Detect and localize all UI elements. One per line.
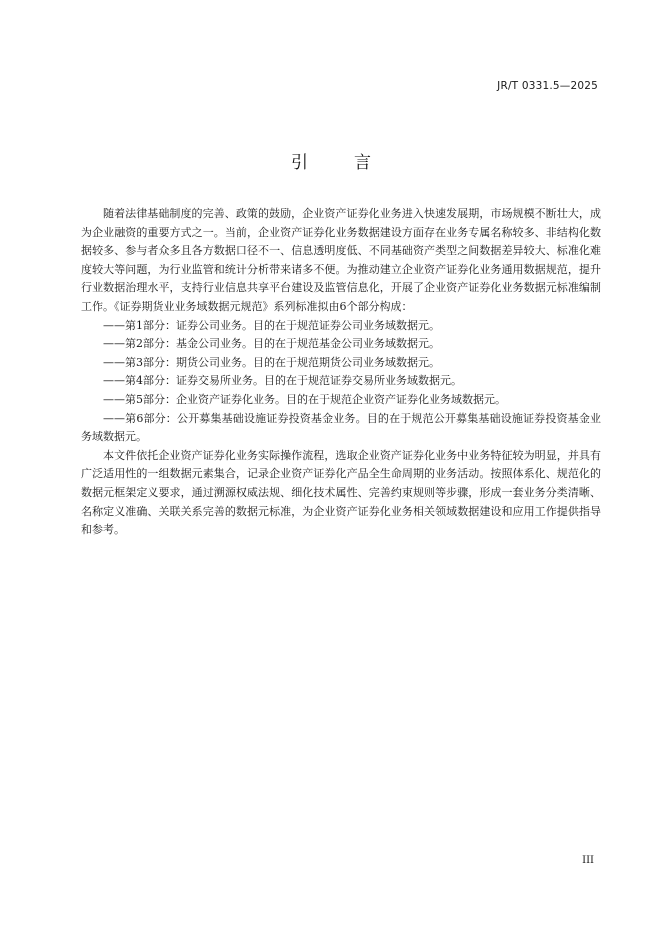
part-item-2: ——第2部分：基金公司业务。目的在于规范基金公司业务域数据元。 (103, 337, 440, 351)
page-number: III (582, 855, 594, 866)
standard-code: JR/T 0331.5—2025 (497, 80, 598, 92)
intro-paragraph: 随着法律基础制度的完善、政策的鼓励，企业资产证券化业务进入快速发展期，市场规模不断壮大，成为企业融资的重要方式之一。当前，企业资产证券化业务数据建设方面存在业务专属名称较多、非结构化数据较多、参与者众多且各方数据口径不一、信息透明度低、不同基础资产类型之间数据差异较大、标准化难度较大等问题，为行业监管和统计分析带来诸多不便。为推动建立企业资产证券化业务通用数据规范，提升行业数据治理水平，支持行业信息共享平台建设及监管信息化，开展了企业资产证券化业务数据元标准编制工作。《证券期货业业务域数据元规范》系列标准拟由6个部分构成： (81, 207, 601, 313)
part-item-5: ——第5部分：企业资产证券化业务。目的在于规范企业资产证券化业务域数据元。 (103, 392, 506, 406)
section-title: 引言 (291, 153, 417, 173)
introduction-body (81, 205, 601, 540)
part-item-1: ——第1部分：证券公司业务。目的在于规范证券公司业务域数据元。 (103, 318, 440, 332)
part-item-3: ——第3部分：期货公司业务。目的在于规范期货公司业务域数据元。 (103, 355, 440, 369)
part-item-4: ——第4部分：证券交易所业务。目的在于规范证券交易所业务域数据元。 (103, 374, 462, 388)
part-item-6: ——第6部分：公开募集基础设施证券投资基金业务。目的在于规范公开募集基础设施证券投资基金业务域数据元。 (81, 411, 601, 444)
closing-paragraph: 本文件依托企业资产证券化业务实际操作流程，选取企业资产证券化业务中业务特征较为明显，并具有广泛适用性的一组数据元素集合，记录企业资产证券化产品全生命周期的业务活动。按照体系化、规范化的数据元框架定义要求，通过溯源权威法规、细化技术属性、完善约束规则等步骤，形成一套业务分类清晰、名称定义准确、关联关系完善的数据元标准，为企业资产证券化业务相关领域数据建设和应用工作提供指导和参考。 (81, 448, 601, 537)
